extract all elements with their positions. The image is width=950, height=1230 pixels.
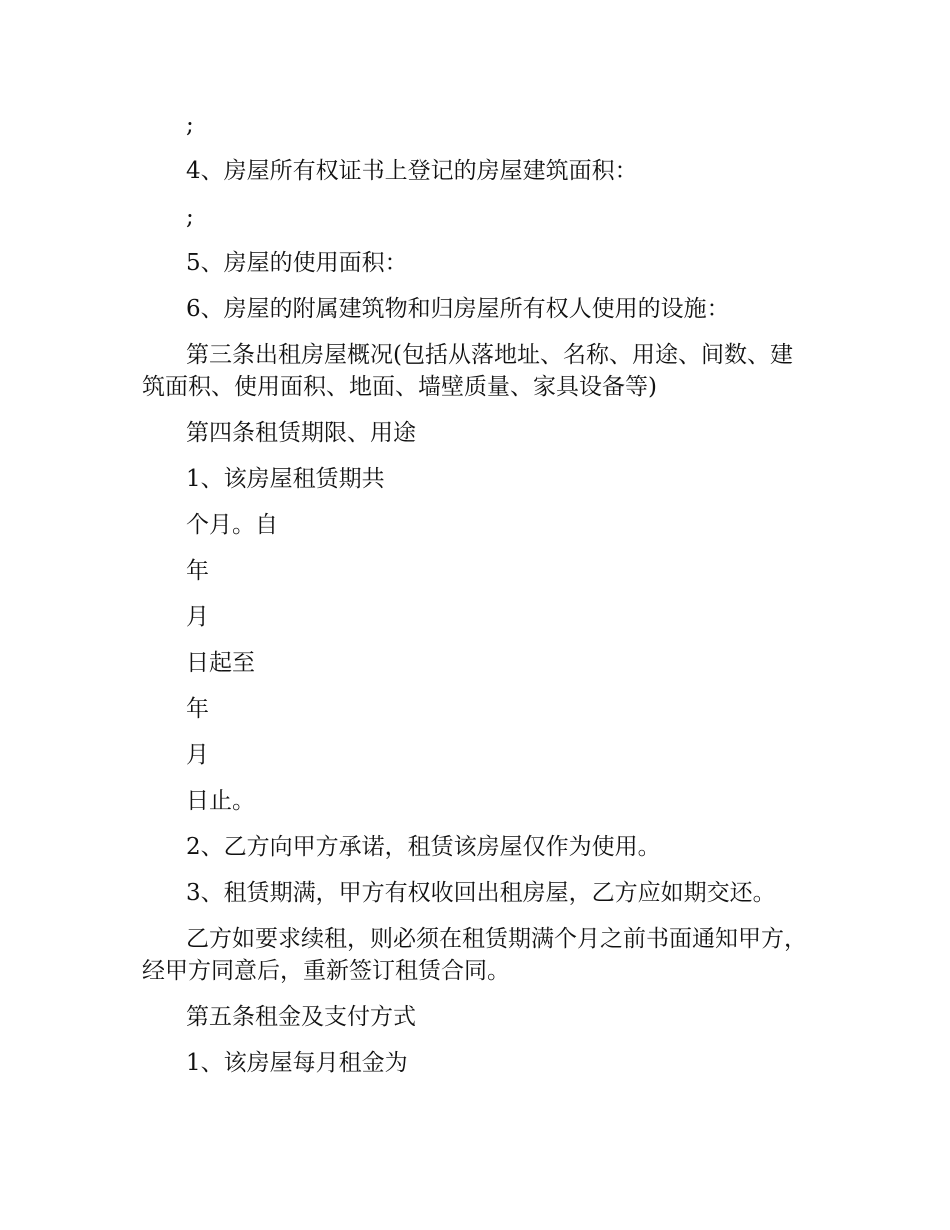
paragraph: 月 [186,604,209,630]
paragraph: 月 [186,742,209,768]
paragraph: 年 [186,696,209,722]
paragraph: 4、房屋所有权证书上登记的房屋建筑面积： [186,158,638,184]
section-heading-article-3: 第三条出租房屋概况(包括从落地址、名称、用途、间数、建筑面积、使用面积、地面、墙壁质量、家具设备等) [142,342,793,400]
paragraph: 日起至 [186,650,255,676]
paragraph: 6、房屋的附属建筑物和归房屋所有权人使用的设施： [186,296,730,322]
document-body [142,109,810,1093]
paragraph: 1、该房屋每月租金为 [186,1050,408,1076]
section-heading-article-4: 第四条租赁期限、用途 [186,420,416,446]
paragraph: 5、房屋的使用面积： [186,250,408,276]
section-heading-article-5: 第五条租金及支付方式 [186,1004,416,1030]
paragraph: 乙方如要求续租，则必须在租赁期满个月之前书面通知甲方，经甲方同意后，重新签订租赁合同。 [142,926,807,984]
paragraph: 年 [186,558,209,584]
paragraph: ; [186,112,194,138]
paragraph: 2、乙方向甲方承诺，租赁该房屋仅作为使用。 [186,834,661,860]
paragraph: 日止。 [186,788,255,814]
paragraph: 个月。自 [186,512,278,538]
paragraph: 1、该房屋租赁期共 [186,466,385,492]
paragraph: 3、租赁期满，甲方有权收回出租房屋，乙方应如期交还。 [186,880,776,906]
paragraph: ; [186,204,194,230]
